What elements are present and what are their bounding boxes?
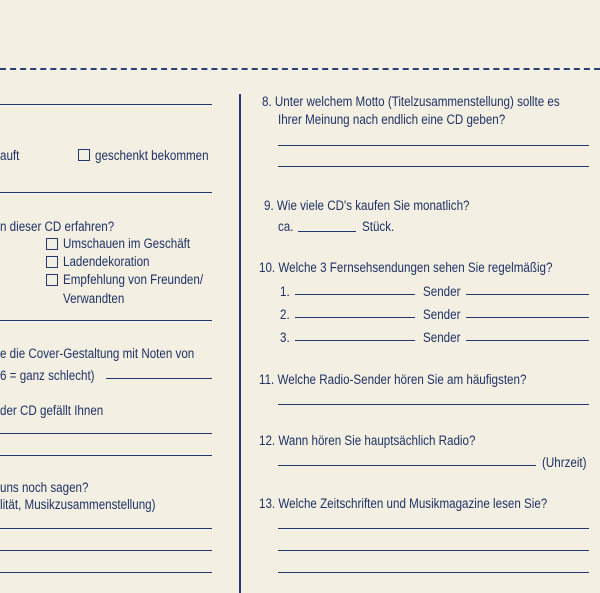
answer-line[interactable]: [0, 550, 212, 551]
question-13: 13. Welche Zeitschriften und Musikmagazine lesen Sie?: [259, 496, 548, 511]
answer-line[interactable]: [106, 378, 212, 379]
cd-count-input[interactable]: [298, 231, 356, 232]
tv-show-input[interactable]: [295, 317, 415, 318]
row-number: 2.: [280, 307, 290, 322]
row-number: 1.: [280, 284, 290, 299]
answer-line[interactable]: [278, 404, 589, 405]
question-11: 11. Welche Radio-Sender hören Sie am häufigsten?: [259, 372, 527, 387]
answer-line[interactable]: [0, 433, 212, 434]
question-gefaellt: der CD gefällt Ihnen: [0, 403, 104, 418]
answer-line[interactable]: [0, 192, 212, 193]
text-fragment-gekauft: auft: [0, 148, 20, 163]
question-sagen: uns noch sagen?: [0, 480, 89, 495]
checkbox-umschauen[interactable]: [46, 238, 58, 250]
row-number: 3.: [280, 330, 290, 345]
question-10: 10. Welche 3 Fernsehsendungen sehen Sie regelmäßig?: [259, 260, 553, 275]
answer-line[interactable]: [0, 104, 212, 105]
sender-input[interactable]: [466, 294, 589, 295]
option-ladendekoration-label: Ladendekoration: [63, 254, 150, 269]
question-8: 8. Unter welchem Motto (Titelzusammenstellung) sollte es: [262, 94, 560, 109]
sender-input[interactable]: [466, 317, 589, 318]
question-sagen-cont: lität, Musikzusammenstellung): [0, 497, 156, 512]
option-empfehlung-label: Empfehlung von Freunden/: [63, 272, 204, 287]
checkbox-empfehlung[interactable]: [46, 274, 58, 286]
tv-show-input[interactable]: [295, 294, 415, 295]
column-divider: [239, 94, 241, 593]
answer-line[interactable]: [278, 166, 589, 167]
answer-line[interactable]: [278, 572, 589, 573]
cut-line: [0, 68, 600, 70]
option-geschenkt-label: geschenkt bekommen: [95, 148, 209, 163]
question-cover: e die Cover-Gestaltung mit Noten von: [0, 346, 195, 361]
answer-line[interactable]: [278, 528, 589, 529]
sender-label: Sender: [423, 284, 461, 299]
checkbox-geschenkt[interactable]: [78, 149, 90, 161]
answer-line[interactable]: [278, 550, 589, 551]
question-12: 12. Wann hören Sie hauptsächlich Radio?: [259, 433, 476, 448]
question-erfahren: n dieser CD erfahren?: [0, 219, 115, 234]
stueck-label: Stück.: [362, 219, 395, 234]
question-cover-cont: 6 = ganz schlecht): [0, 368, 95, 383]
option-empfehlung-label-cont: Verwandten: [63, 291, 125, 306]
radio-time-input[interactable]: [278, 465, 536, 466]
option-umschauen-label: Umschauen im Geschäft: [63, 236, 191, 251]
question-9: 9. Wie viele CD's kaufen Sie monatlich?: [264, 198, 470, 213]
checkbox-ladendekoration[interactable]: [46, 256, 58, 268]
answer-line[interactable]: [0, 320, 212, 321]
sender-label: Sender: [423, 330, 461, 345]
question-8-cont: Ihrer Meinung nach endlich eine CD geben?: [278, 112, 506, 127]
answer-line[interactable]: [0, 572, 212, 573]
tv-show-input[interactable]: [295, 340, 415, 341]
sender-label: Sender: [423, 307, 461, 322]
uhrzeit-label: (Uhrzeit): [542, 455, 587, 470]
ca-label: ca.: [278, 219, 294, 234]
answer-line[interactable]: [0, 455, 212, 456]
answer-line[interactable]: [0, 528, 212, 529]
answer-line[interactable]: [278, 145, 589, 146]
sender-input[interactable]: [466, 340, 589, 341]
